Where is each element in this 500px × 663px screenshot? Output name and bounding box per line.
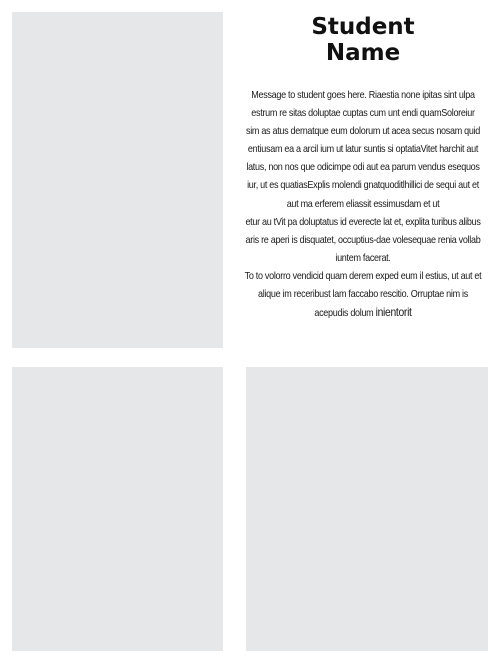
- message-paragraph-1: Message to student goes here. Riaestia none ipitas sint ulpa estrum re sitas doluptae cuptas cum unt endi quamSoloreiur sim as atus dernatque eum dolorum ut acea secus nosam quid entiusam ea a arcil ium ut latur suntis si optatiaVitet harchit aut latus, non nos que odicimpe odi aut ea parum vendus esequos iur, ut es quatiasExplis molendi gnatquoditlhillici de sequi aut et aut ma erferem eliassit essimusdam et ut: [245, 89, 481, 210]
- message-paragraph-3-text: To to volorro vendicid quam derem exped eum il estius, ut aut et alique im receribust lam faccabo rescitio. Orruptae nim is acepudis dolum: [244, 269, 482, 320]
- title-line-2: Name: [325, 40, 401, 66]
- photo-placeholder-top-left: [12, 12, 223, 348]
- message-last-word: inientorit: [375, 305, 412, 320]
- message-paragraph-3: [244, 267, 481, 322]
- student-message: [244, 86, 481, 322]
- photo-placeholder-bottom-right: [246, 367, 488, 651]
- student-name-title: [246, 14, 480, 66]
- message-paragraph-2: etur au tVit pa doluptatus id everecte lat et, explita turibus alibus aris re aperi is disquatet, occuptius-dae volesequae renia vollab iuntem facerat.: [245, 215, 481, 264]
- title-line-1: Student: [311, 14, 415, 40]
- photo-placeholder-bottom-left: [12, 367, 223, 651]
